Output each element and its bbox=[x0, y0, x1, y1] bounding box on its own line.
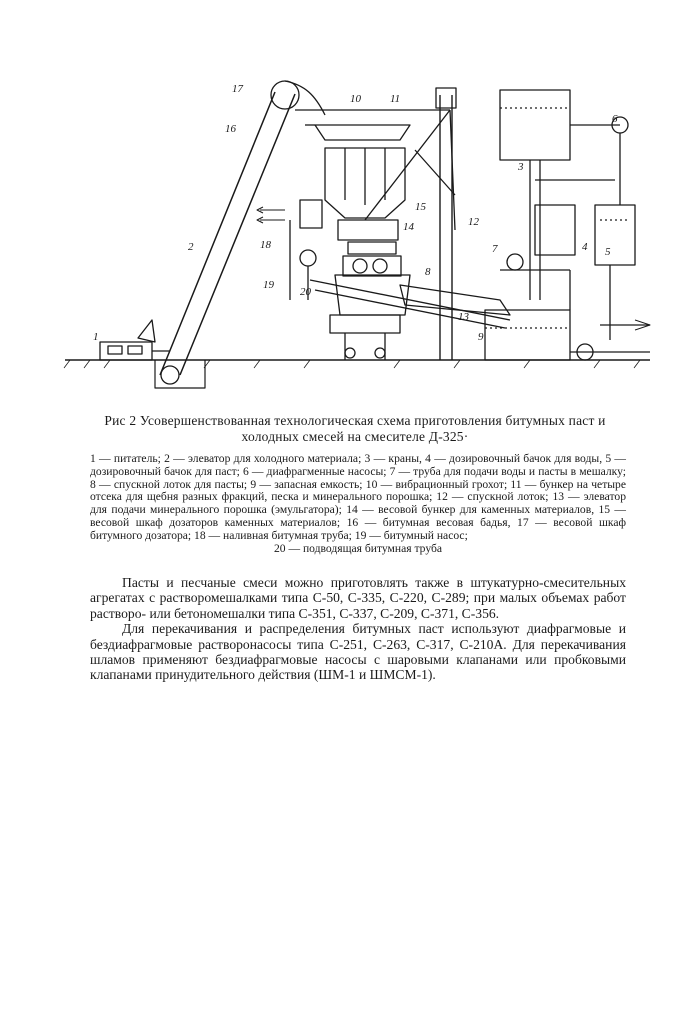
label-16: 16 bbox=[225, 123, 236, 135]
label-10: 10 bbox=[350, 93, 361, 105]
label-17: 17 bbox=[232, 83, 243, 95]
label-20: 20 bbox=[300, 286, 311, 298]
label-15: 15 bbox=[415, 201, 426, 213]
label-4: 4 bbox=[582, 241, 588, 253]
label-8: 8 bbox=[425, 266, 431, 278]
legend-last-item: 20 — подводящая битумная труба bbox=[273, 541, 443, 555]
body-text bbox=[90, 575, 626, 683]
label-7: 7 bbox=[492, 243, 498, 255]
label-5: 5 bbox=[605, 246, 611, 258]
technological-scheme-figure bbox=[60, 70, 660, 410]
scheme-drawing bbox=[60, 70, 660, 410]
paragraph-1: Пасты и песчаные смеси можно приготовлять также в штукатурно-смесительных агрегатах с растворомешалками типа С-50, С-335, С-220, С-289; при малых объемах работ растворо- или бетономешалки типа С-351, С-337, С-209, С-371, С-356. bbox=[90, 575, 626, 621]
figure-caption: Рис 2 Усовершенствованная технологическая схема приготовления битумных паст и холодных смесей на смесителе Д-325· bbox=[104, 413, 606, 444]
label-1: 1 bbox=[93, 331, 99, 343]
label-6: 6 bbox=[612, 113, 618, 125]
legend-text: 1 — питатель; 2 — элеватор для холодного материала; 3 — краны, 4 — дозировочный бачок для воды, 5 — дозировочный бачок для паст; 6 — диафрагменные насосы; 7 — труба для подачи воды и пасты в мешалку; 8 — спускной лоток для пасты; 9 — запасная емкость; 10 — вибрационный грохот; 11 — бункер на четыре отсека для щебня разных фракций, песка и минерального порошка; 12 — спускной лоток; 13 — элеватор для подачи минерального порошка (эмульгатора); 14 — весовой бункер для каменных материалов, 15 — весовой шкаф дозаторов каменных материалов; 16 — битумная весовая бадья, 17 — весовой шкаф битумного дозатора; 18 — наливная битумная труба; 19 — битумный насос; bbox=[90, 452, 626, 542]
label-12: 12 bbox=[468, 216, 479, 228]
label-11: 11 bbox=[390, 93, 401, 105]
label-13: 13 bbox=[458, 311, 469, 323]
paragraph-2: Для перекачивания и распределения битумных паст используют диафрагмовые и бездиафрагмовые растворонасосы типа С-251, С-263, С-317, С-210А. Для перекачивания шламов применяют бездиафрагмовые насосы с шаровыми клапанами или пробковыми клапанами принудительного действия (ШМ-1 и ШМСМ-1). bbox=[90, 621, 626, 683]
label-3: 3 bbox=[518, 161, 524, 173]
label-19: 19 bbox=[263, 279, 274, 291]
label-14: 14 bbox=[403, 221, 414, 233]
figure-legend bbox=[90, 453, 626, 555]
label-18: 18 bbox=[260, 239, 271, 251]
label-2: 2 bbox=[188, 241, 194, 253]
label-9: 9 bbox=[478, 331, 484, 343]
